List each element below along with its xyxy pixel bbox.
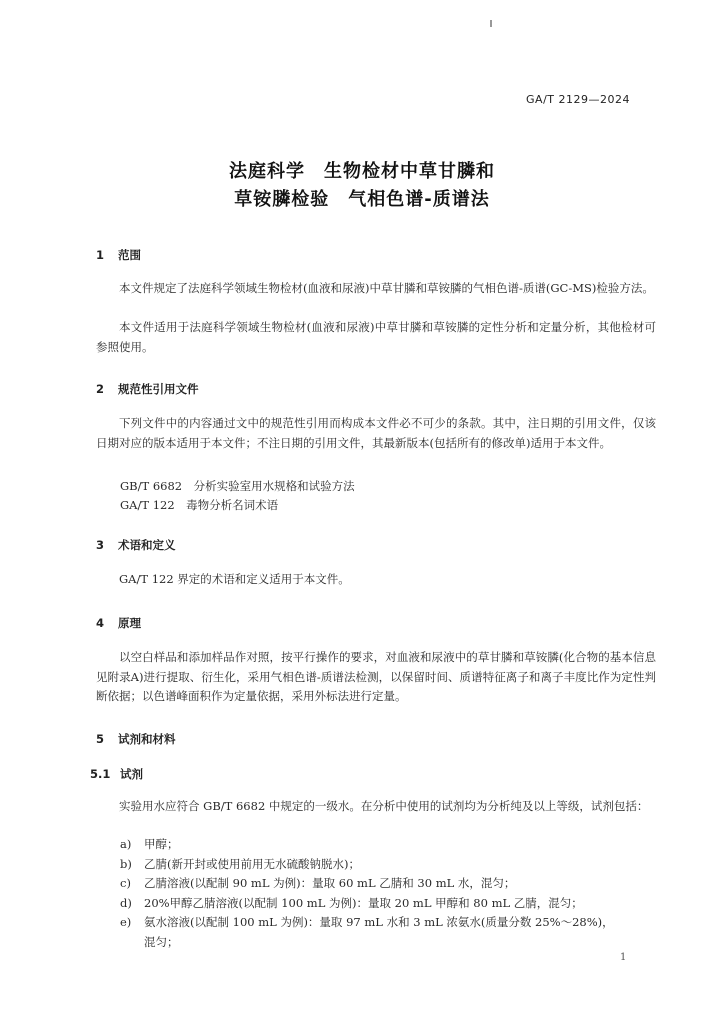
- page-number: 1: [620, 952, 627, 963]
- section-3-paragraph-1: GA/T 122 界定的术语和定义适用于本文件。: [119, 572, 350, 586]
- subsection-5-1-paragraph-1: 实验用水应符合 GB/T 6682 中规定的一级水。在分析中使用的试剂均为分析纯及以上等级，试剂包括：: [119, 799, 649, 813]
- list-item-text: 乙腈(新开封或使用前用无水硫酸钠脱水)；: [144, 857, 360, 871]
- list-item-label: c): [120, 876, 131, 890]
- standard-number: GA/T 2129—2024: [526, 93, 630, 106]
- list-item-label: e): [120, 915, 132, 929]
- list-item: [120, 874, 660, 894]
- section-title: 试剂和材料: [118, 732, 176, 746]
- section-number: 5: [96, 732, 105, 746]
- list-item-label: a): [120, 837, 132, 851]
- section-1-paragraph-2: 本文件适用于法庭科学领域生物检材(血液和尿液)中草甘膦和草铵膦的定性分析和定量分析，其他检材可参照使用。: [96, 320, 656, 354]
- section-number: 1: [96, 248, 105, 262]
- section-number: 3: [96, 538, 105, 552]
- list-item-text: 氨水溶液(以配制 100 mL 为例)：量取 97 mL 水和 3 mL 浓氨水(质量分数 25%～28%)，: [144, 915, 614, 929]
- normative-reference: GA/T 122 毒物分析名词术语: [120, 498, 279, 512]
- section-2-heading: [96, 381, 199, 397]
- section-number: 4: [96, 616, 105, 630]
- list-item-text: 甲醇；: [144, 837, 179, 851]
- list-item: [120, 855, 660, 875]
- document-title-line-1: 法庭科学 生物检材中草甘膦和: [229, 161, 495, 182]
- section-5-heading: [96, 731, 176, 747]
- list-item-text: 乙腈溶液(以配制 90 mL 为例)：量取 60 mL 乙腈和 30 mL 水，混匀；: [144, 876, 516, 890]
- section-4-paragraph-1: 以空白样品和添加样品作对照，按平行操作的要求，对血液和尿液中的草甘膦和草铵膦(化合物的基本信息见附录A)进行提取、衍生化，采用气相色谱-质谱法检测，以保留时间、质谱特征离子和离子丰度比作为定性判断依据；以色谱峰面积作为定量依据，采用外标法进行定量。: [96, 650, 656, 703]
- section-1-heading: [96, 247, 141, 263]
- section-title: 原理: [118, 616, 141, 630]
- section-2-paragraph-1: 下列文件中的内容通过文中的规范性引用而构成本文件必不可少的条款。其中，注日期的引用文件，仅该日期对应的版本适用于本文件；不注日期的引用文件，其最新版本(包括所有的修改单)适用于本文件。: [96, 416, 656, 450]
- document-title-line-2: 草铵膦检验 气相色谱-质谱法: [234, 189, 490, 210]
- section-4-heading: [96, 615, 141, 631]
- normative-reference: GB/T 6682 分析实验室用水规格和试验方法: [120, 479, 355, 493]
- subsection-title: 试剂: [120, 767, 143, 781]
- section-3-heading: [96, 537, 176, 553]
- subsection-number: 5.1: [90, 767, 111, 781]
- section-number: 2: [96, 382, 105, 396]
- list-item-text: 20%甲醇乙腈溶液(以配制 100 mL 为例)：量取 20 mL 甲醇和 80 mL 乙腈，混匀；: [144, 896, 583, 910]
- section-title: 规范性引用文件: [118, 382, 199, 396]
- section-title: 术语和定义: [118, 538, 176, 552]
- list-item: [120, 835, 660, 855]
- subsection-5-1-heading: [90, 766, 143, 782]
- section-title: 范围: [118, 248, 141, 262]
- list-item: [120, 894, 660, 914]
- list-item-label: d): [120, 896, 132, 910]
- list-item-label: b): [120, 857, 132, 871]
- section-1-paragraph-1: 本文件规定了法庭科学领域生物检材(血液和尿液)中草甘膦和草铵膦的气相色谱-质谱(GC-MS)检验方法。: [119, 281, 654, 295]
- list-item: [120, 913, 660, 952]
- list-item-text-continued: 混匀；: [144, 934, 179, 949]
- scan-mark: [490, 20, 492, 27]
